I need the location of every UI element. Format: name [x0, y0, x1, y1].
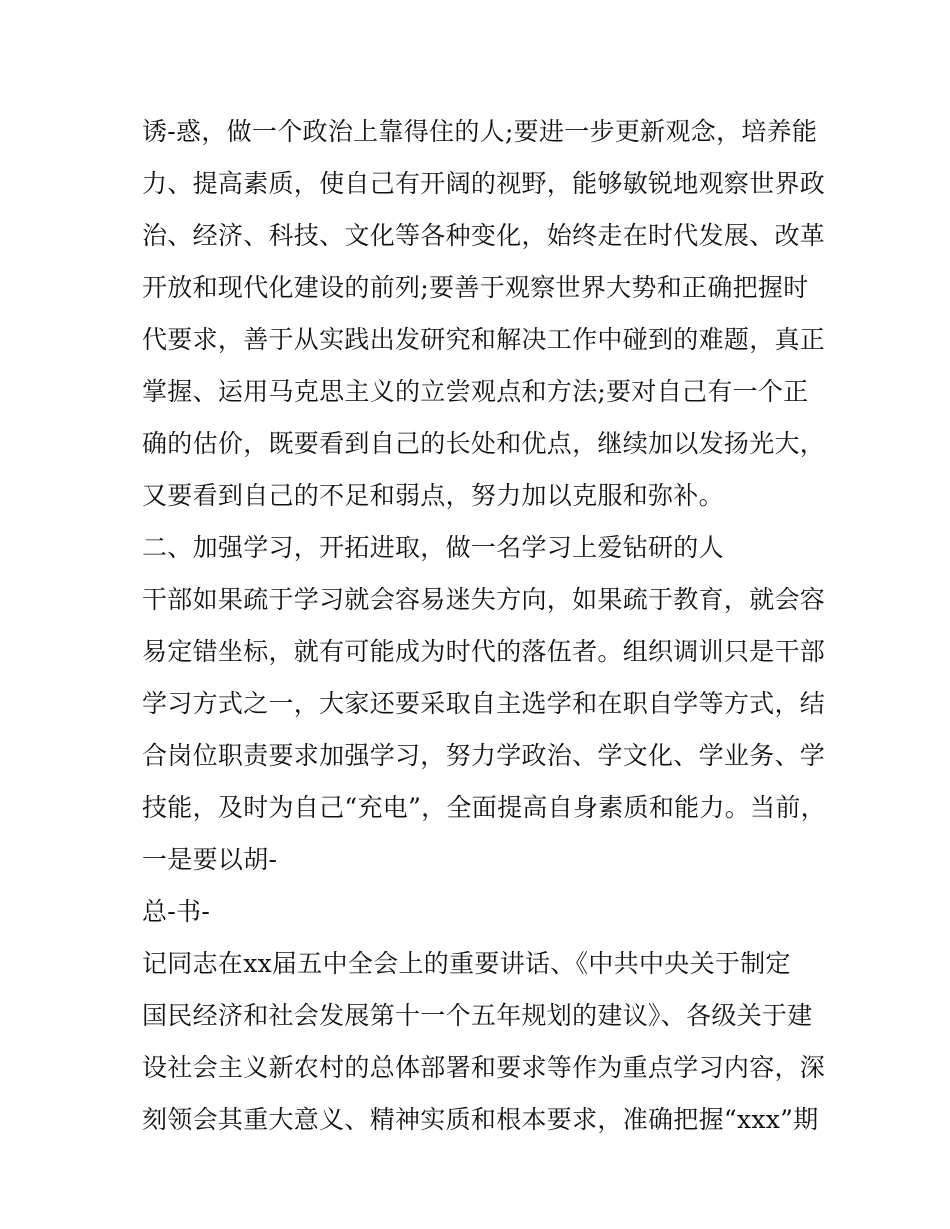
text-line: 记同志在xx届五中全会上的重要讲话、《中共中央关于制定 — [142, 949, 791, 978]
text-line: 设社会主义新农村的总体部署和要求等作为重点学习内容，深 — [142, 1053, 826, 1082]
text-line: 开放和现代化建设的前列;要善于观察世界大势和正确把握时 — [142, 273, 809, 302]
text-line: 易定错坐标，就有可能成为时代的落伍者。组织调训只是干部 — [142, 637, 826, 666]
section-heading: 二、加强学习，开拓进取，做一名学习上爱钻研的人 — [142, 533, 724, 562]
text-line: 掌握、运用马克思主义的立尝观点和方法;要对自己有一个正 — [142, 377, 809, 406]
text-line: 一是要以胡- — [142, 845, 278, 874]
text-line: 干部如果疏于学习就会容易迷失方向，如果疏于教育，就会容 — [142, 585, 826, 614]
text-line: 力、提高素质，使自己有开阔的视野，能够敏锐地观察世界政 — [142, 169, 826, 198]
text-line: 诱-惑，做一个政治上靠得住的人;要进一步更新观念，培养能 — [142, 117, 818, 146]
text-line: 合岗位职责要求加强学习，努力学政治、学文化、学业务、学 — [142, 741, 826, 770]
text-line: 刻领会其重大意义、精神实质和根本要求，准确把握“xxx”期 — [142, 1105, 819, 1134]
text-line: 总-书- — [142, 897, 211, 926]
text-line: 国民经济和社会发展第十一个五年规划的建议》、各级关于建 — [142, 1001, 813, 1030]
text-line: 代要求，善于从实践出发研究和解决工作中碰到的难题，真正 — [142, 325, 826, 354]
text-line: 技能，及时为自己“充电”，全面提高自身素质和能力。当前， — [142, 793, 826, 822]
text-line: 学习方式之一，大家还要采取自主选学和在职自学等方式，结 — [142, 689, 826, 718]
text-line: 确的估价，既要看到自己的长处和优点，继续加以发扬光大， — [142, 429, 826, 458]
document-body — [142, 106, 832, 1146]
text-line: 治、经济、科技、文化等各种变化，始终走在时代发展、改革 — [142, 221, 826, 250]
text-line: 又要看到自己的不足和弱点，努力加以克服和弥补。 — [142, 481, 724, 510]
